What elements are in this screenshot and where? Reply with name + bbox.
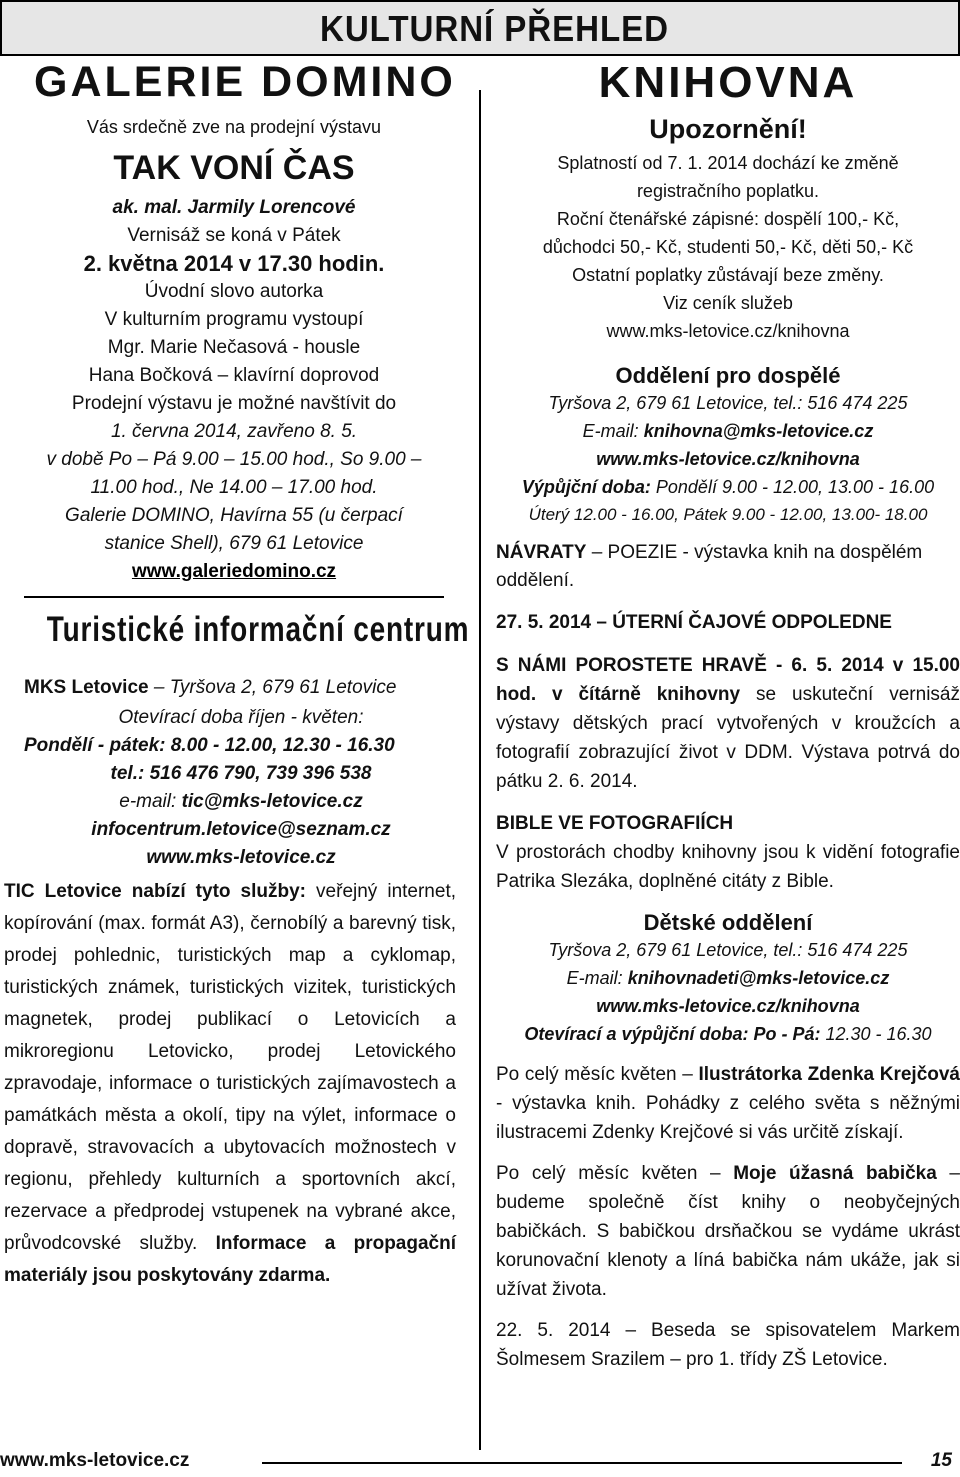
notice-web-link[interactable]: www.mks-letovice.cz/knihovna xyxy=(606,321,850,341)
tic-services-label: TIC Letovice nabízí tyto služby: xyxy=(4,881,306,902)
child-web-link[interactable]: www.mks-letovice.cz/knihovna xyxy=(596,996,860,1016)
may2-post: – budeme společně číst knihy o neobyčejných babičkách. S babičkou drsňačkou se vydáme ukrást korunovační klenoty a líná babička nám ukáže, jak si užívat života. xyxy=(496,1163,960,1300)
may1-bold: Ilustrátorka Zdenka Krejčová xyxy=(698,1064,960,1085)
beseda-text: 22. 5. 2014 – Beseda se spisovatelem Markem Šolmesem Srazilem – pro 1. třídy ZŠ Letovice. xyxy=(496,1320,960,1370)
adult-web-link[interactable]: www.mks-letovice.cz/knihovna xyxy=(596,449,860,469)
may2-pre: Po celý měsíc květen – xyxy=(496,1163,734,1184)
tic-hours: Pondělí - pátek: 8.00 - 12.00, 12.30 - 16.30 xyxy=(24,735,395,756)
notice-line-1: Splatností od 7. 1. 2014 dochází ke změně xyxy=(557,153,899,173)
notice-line-2: registračního poplatku. xyxy=(636,181,820,201)
notice-line-4: důchodci 50,- Kč, studenti 50,- Kč, děti 50,- Kč xyxy=(542,237,914,257)
page-footer xyxy=(0,1450,960,1476)
performer-1: Mgr. Marie Nečasová - housle xyxy=(107,337,361,358)
column-divider xyxy=(479,90,481,1450)
child-dept-title: Dětské oddělení xyxy=(643,910,813,935)
footer-url[interactable]: www.mks-letovice.cz xyxy=(0,1450,190,1471)
footer-rule xyxy=(262,1462,902,1464)
page-number: 15 xyxy=(930,1450,952,1471)
section-title: KULTURNÍ PŘEHLED xyxy=(320,8,669,49)
program-text: V kulturním programu vystoupí xyxy=(104,309,364,330)
header-band xyxy=(0,0,960,56)
exhibit-title: TAK VONÍ ČAS xyxy=(113,149,355,187)
intro-text: Úvodní slovo autorka xyxy=(144,281,324,302)
galerie-invite: Vás srdečně zve na prodejní výstavu xyxy=(86,117,382,137)
knihovna-title: KNIHOVNA xyxy=(598,58,858,107)
notice-line-5: Ostatní poplatky zůstávají beze změny. xyxy=(572,265,884,285)
tic-email-label: e-mail: xyxy=(119,791,182,812)
artist-name: ak. mal. Jarmily Lorencové xyxy=(112,197,356,218)
tic-closing: Informace a propagační materiály jsou poskytovány zdarma. xyxy=(4,1233,456,1286)
tic-email-link[interactable]: tic@mks-letovice.cz xyxy=(181,791,363,812)
may2-bold: Moje úžasná babička xyxy=(733,1163,937,1184)
galerie-title: GALERIE DOMINO xyxy=(34,58,456,106)
visit-text-1: Prodejní výstavu je možné navštívit do xyxy=(71,393,397,414)
mks-label: MKS Letovice xyxy=(24,677,149,698)
bible-text: V prostorách chodby knihovny jsou k vidění fotografie Patrika Slezáka, doplněné citáty z Bible. xyxy=(496,842,960,892)
adult-address: Tyršova 2, 679 61 Letovice, tel.: 516 474 225 xyxy=(548,393,908,413)
adult-hours-2: Úterý 12.00 - 16.00, Pátek 9.00 - 12.00, 13.00- 18.00 xyxy=(528,505,928,524)
notice-line-6: Viz ceník služeb xyxy=(663,293,793,313)
bible-title: BIBLE VE FOTOGRAFIÍCH xyxy=(496,813,734,834)
galerie-web-link[interactable]: www.galeriedomino.cz xyxy=(131,561,337,582)
section-divider xyxy=(24,596,444,598)
child-hours-label: Otevírací a výpůjční doba: Po - Pá: xyxy=(524,1024,821,1044)
vernisaz-date: 2. května 2014 v 17.30 hodin. xyxy=(83,251,385,276)
adult-dept-title: Oddělení pro dospělé xyxy=(615,363,841,388)
notice-line-3: Roční čtenářské zápisné: dospělí 100,- Kč, xyxy=(556,209,900,229)
snami-text: se uskuteční vernisáž výstavy dětských prací vytvořených v kroužcích a fotografií zobrazující život v DDM. Výstava potrvá do pátku 2. 6. 2014. xyxy=(496,684,960,792)
child-hours: 12.30 - 16.30 xyxy=(820,1024,932,1044)
notice-title: Upozornění! xyxy=(649,114,807,144)
child-email-link[interactable]: knihovnadeti@mks-letovice.cz xyxy=(627,968,890,988)
tic-web-link[interactable]: www.mks-letovice.cz xyxy=(146,847,336,868)
mks-address: – Tyršova 2, 679 61 Letovice xyxy=(148,677,397,698)
may1-post: - výstavka knih. Pohádky z celého světa s něžnými ilustracemi Zdenky Krejčové si vás určitě získají. xyxy=(496,1093,960,1143)
child-address: Tyršova 2, 679 61 Letovice, tel.: 516 474 225 xyxy=(548,940,908,960)
adult-hours-label: Výpůjční doba: xyxy=(521,477,656,497)
tic-phone: tel.: 516 476 790, 739 396 538 xyxy=(110,763,372,784)
right-column xyxy=(496,58,960,1374)
adult-hours-1: Pondělí 9.00 - 12.00, 13.00 - 16.00 xyxy=(655,477,935,497)
tic-title: Turistické informační centrum xyxy=(46,610,470,649)
hours-text-1: v době Po – Pá 9.00 – 15.00 hod., So 9.00 – xyxy=(46,449,422,470)
child-email-label: E-mail: xyxy=(566,968,628,988)
left-column xyxy=(0,58,468,1292)
may1-pre: Po celý měsíc květen – xyxy=(496,1064,699,1085)
vernisaz-text: Vernisáž se koná v Pátek xyxy=(127,225,341,246)
navraty-label: NÁVRATY xyxy=(496,542,587,563)
visit-text-2: 1. června 2014, zavřeno 8. 5. xyxy=(110,421,358,442)
tea-afternoon: 27. 5. 2014 – ÚTERNÍ ČAJOVÉ ODPOLEDNE xyxy=(496,612,892,633)
hours-text-2: 11.00 hod., Ne 14.00 – 17.00 hod. xyxy=(90,477,378,498)
address-text-2: stanice Shell), 679 61 Letovice xyxy=(104,533,364,554)
adult-email-label: E-mail: xyxy=(582,421,644,441)
snami-label: S NÁMI POROSTETE HRAVĚ - 6. 5. 2014 v 15.00 hod. v čítárně knihovny xyxy=(496,655,960,705)
navraty-text: – POEZIE - výstavka knih na dospělém oddělení. xyxy=(496,542,923,591)
address-text-1: Galerie DOMINO, Havírna 55 (u čerpací xyxy=(65,505,403,526)
tic-email-link-2[interactable]: infocentrum.letovice@seznam.cz xyxy=(91,819,391,840)
tic-hours-title: Otevírací doba říjen - květen: xyxy=(118,707,364,728)
adult-email-link[interactable]: knihovna@mks-letovice.cz xyxy=(643,421,874,441)
performer-2: Hana Bočková – klavírní doprovod xyxy=(88,365,380,386)
tic-services-text: veřejný internet, kopírování (max. formát A3), černobílý a barevný tisk, prodej pohlednic, turistických map a cyklomap, turistických známek, turistických vizitek, turistických magnetek, prodej publikací o Letovicích a mikroregionu Letovicko, prodej Letovického zpravodaje, informace o turistických zajímavostech a památkách města a okolí, tipy na výlet, informace o dopravě, stravovacích a ubytovacích možnostech v regionu, přehledy kulturních a sportovních akcí, rezervace a předprodej vstupenek na vybrané akce, průvodcovské služby. xyxy=(4,881,456,1254)
